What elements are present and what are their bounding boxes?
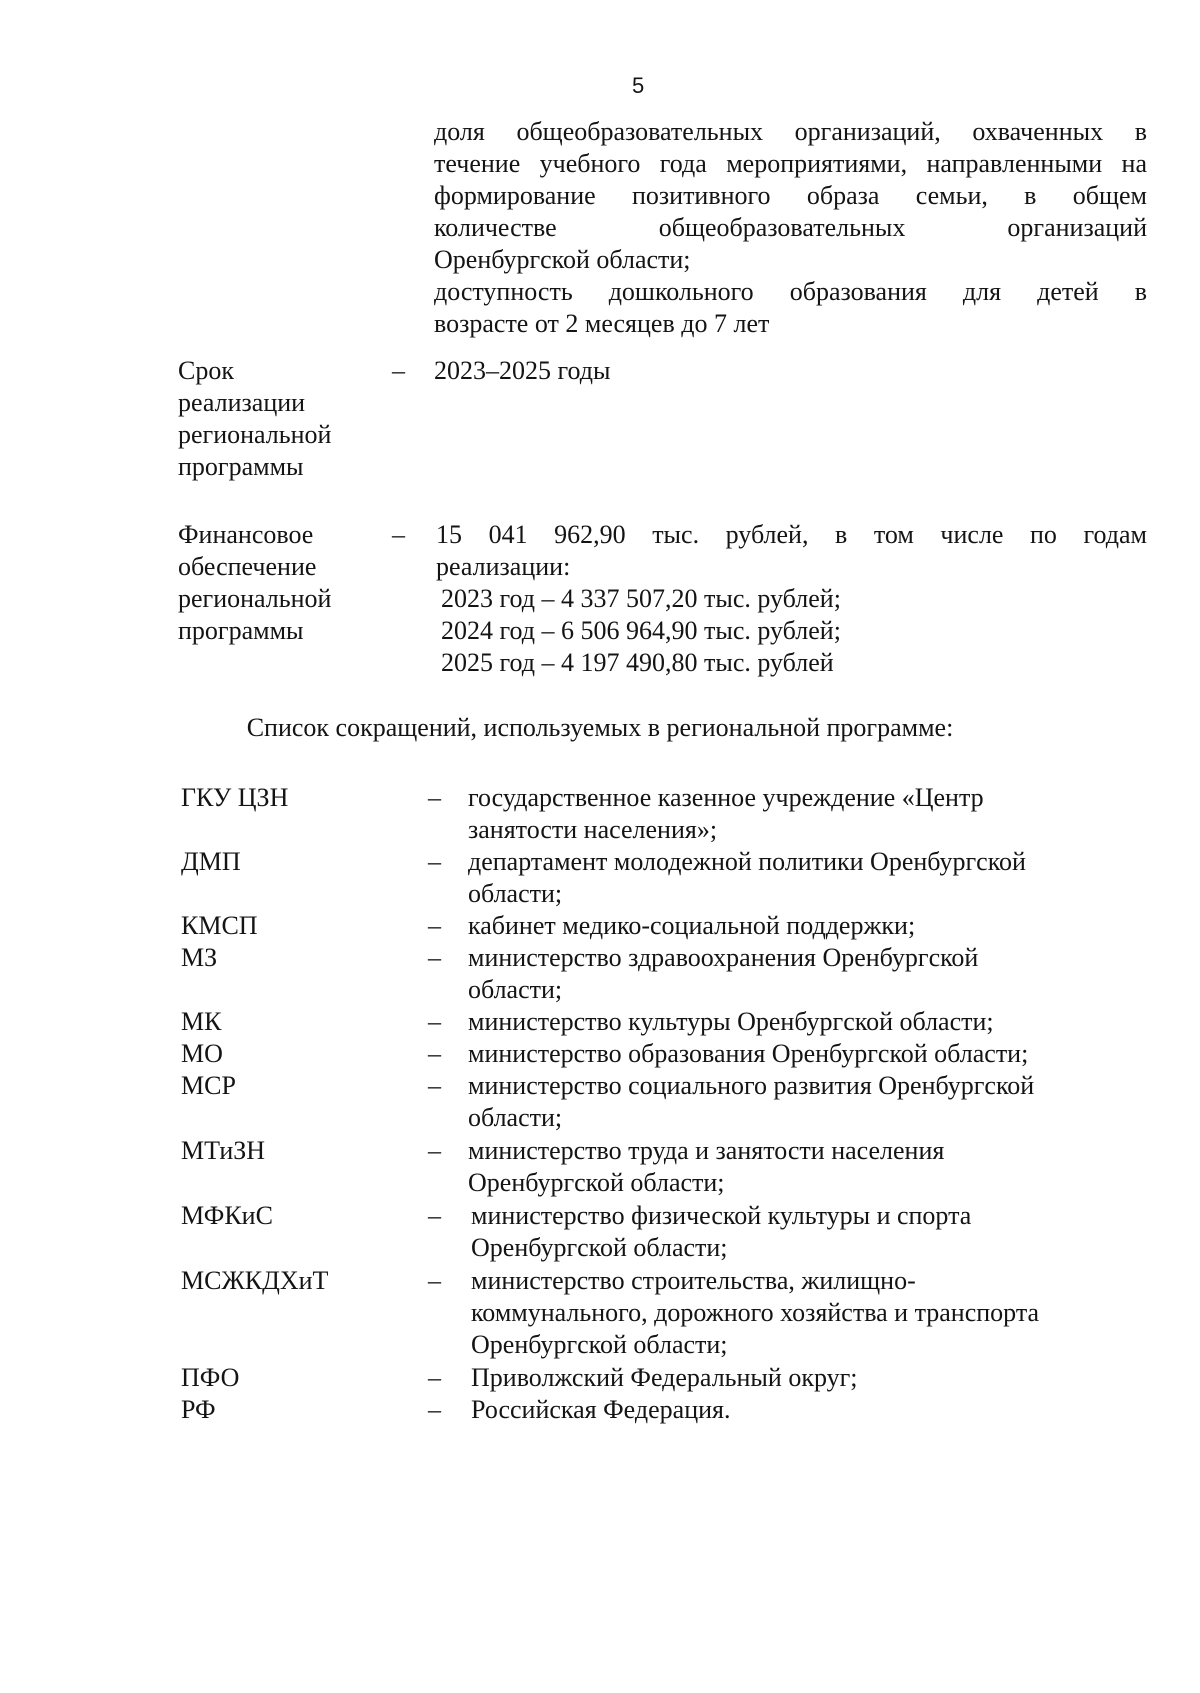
label-line: региональной	[178, 420, 332, 449]
abbr-dash: –	[428, 847, 441, 876]
abbr-definition	[471, 1265, 1111, 1361]
label-line: обеспечение	[178, 552, 317, 581]
text-line: доступность дошкольного образования для детей в	[434, 277, 1147, 306]
finance-year-2023: 2023 год – 4 337 507,20 тыс. рублей;	[441, 584, 841, 613]
definition-line: области;	[468, 1103, 563, 1132]
abbr-term: МО	[181, 1039, 223, 1068]
text-line: количестве общеобразовательных организаций	[434, 213, 1147, 242]
label-line: программы	[178, 452, 304, 481]
abbr-dash: –	[428, 783, 441, 812]
abbr-dash: –	[428, 1039, 441, 1068]
finance-year-2025: 2025 год – 4 197 490,80 тыс. рублей	[441, 648, 834, 677]
definition-line: министерство социального развития Оренбургской	[468, 1071, 1035, 1100]
abbr-definition	[471, 1362, 1111, 1394]
definition-line: области;	[468, 879, 563, 908]
finance-total	[436, 519, 1147, 551]
label-line: реализации	[178, 388, 306, 417]
definition-line: министерство физической культуры и спорта	[471, 1201, 972, 1230]
term-label	[178, 355, 378, 483]
abbr-term: МЗ	[181, 943, 218, 972]
abbr-term: КМСП	[181, 911, 258, 940]
abbr-term: МТиЗН	[181, 1136, 266, 1165]
abbr-definition	[468, 1135, 1108, 1199]
abbr-definition	[468, 1070, 1108, 1134]
finance-label	[178, 519, 378, 647]
finance-dash: –	[392, 520, 405, 549]
definition-line: Российская Федерация.	[471, 1395, 731, 1424]
definition-line: кабинет медико-социальной поддержки;	[468, 911, 916, 940]
definition-line: государственное казенное учреждение «Центр	[468, 783, 984, 812]
definition-line: Оренбургской области;	[468, 1168, 725, 1197]
abbr-definition	[468, 782, 1108, 846]
definition-line: Оренбургской области;	[471, 1330, 728, 1359]
definition-line: министерство культуры Оренбургской области;	[468, 1007, 994, 1036]
abbreviations-title: Список сокращений, используемых в региональной программе:	[246, 713, 954, 742]
label-line: региональной	[178, 584, 332, 613]
text-line: возрасте от 2 месяцев до 7 лет	[434, 309, 770, 338]
targets-continued-text	[434, 116, 1147, 244]
abbr-term: ГКУ ЦЗН	[181, 783, 289, 812]
definition-line: коммунального, дорожного хозяйства и транспорта	[471, 1298, 1040, 1327]
term-dash: –	[392, 356, 405, 385]
definition-line: области;	[468, 975, 563, 1004]
abbr-term: МК	[181, 1007, 222, 1036]
text-line: доля общеобразовательных организаций, охваченных в	[434, 117, 1147, 146]
text-line: Оренбургской области;	[434, 245, 691, 274]
abbr-dash: –	[428, 1266, 441, 1295]
abbr-definition	[468, 910, 1108, 942]
abbr-term: ПФО	[181, 1363, 240, 1392]
definition-line: департамент молодежной политики Оренбургской	[468, 847, 1026, 876]
finance-total-cont: реализации:	[436, 552, 571, 581]
abbr-definition	[468, 1006, 1108, 1038]
abbr-term: МСР	[181, 1071, 236, 1100]
definition-line: занятости населения»;	[468, 815, 718, 844]
abbr-term: МСЖКДХиТ	[181, 1266, 329, 1295]
text-line: 15 041 962,90 тыс. рублей, в том числе по годам	[436, 520, 1147, 549]
abbr-dash: –	[428, 1007, 441, 1036]
page-number: 5	[632, 73, 645, 98]
definition-line: министерство здравоохранения Оренбургской	[468, 943, 979, 972]
abbr-definition	[471, 1200, 1111, 1264]
term-value: 2023–2025 годы	[434, 356, 611, 385]
abbr-dash: –	[428, 911, 441, 940]
text-line: формирование позитивного образа семьи, в общем	[434, 181, 1147, 210]
targets-continued-text-2	[434, 276, 1147, 308]
abbr-definition	[468, 846, 1108, 910]
abbr-term: РФ	[181, 1395, 216, 1424]
abbr-definition	[468, 1038, 1108, 1070]
label-line: Финансовое	[178, 520, 314, 549]
finance-year-2024: 2024 год – 6 506 964,90 тыс. рублей;	[441, 616, 841, 645]
definition-line: Оренбургской области;	[471, 1233, 728, 1262]
abbr-definition	[468, 942, 1108, 1006]
abbr-dash: –	[428, 1201, 441, 1230]
abbr-dash: –	[428, 1363, 441, 1392]
abbr-term: МФКиС	[181, 1201, 273, 1230]
abbr-dash: –	[428, 943, 441, 972]
definition-line: министерство труда и занятости населения	[468, 1136, 945, 1165]
abbr-term: ДМП	[181, 847, 241, 876]
abbr-dash: –	[428, 1395, 441, 1424]
label-line: Срок	[178, 356, 234, 385]
text-line: течение учебного года мероприятиями, направленными на	[434, 149, 1147, 178]
abbr-dash: –	[428, 1071, 441, 1100]
label-line: программы	[178, 616, 304, 645]
definition-line: министерство образования Оренбургской области;	[468, 1039, 1029, 1068]
definition-line: Приволжский Федеральный округ;	[471, 1363, 858, 1392]
abbr-dash: –	[428, 1136, 441, 1165]
abbr-definition	[471, 1394, 1111, 1426]
definition-line: министерство строительства, жилищно-	[471, 1266, 916, 1295]
